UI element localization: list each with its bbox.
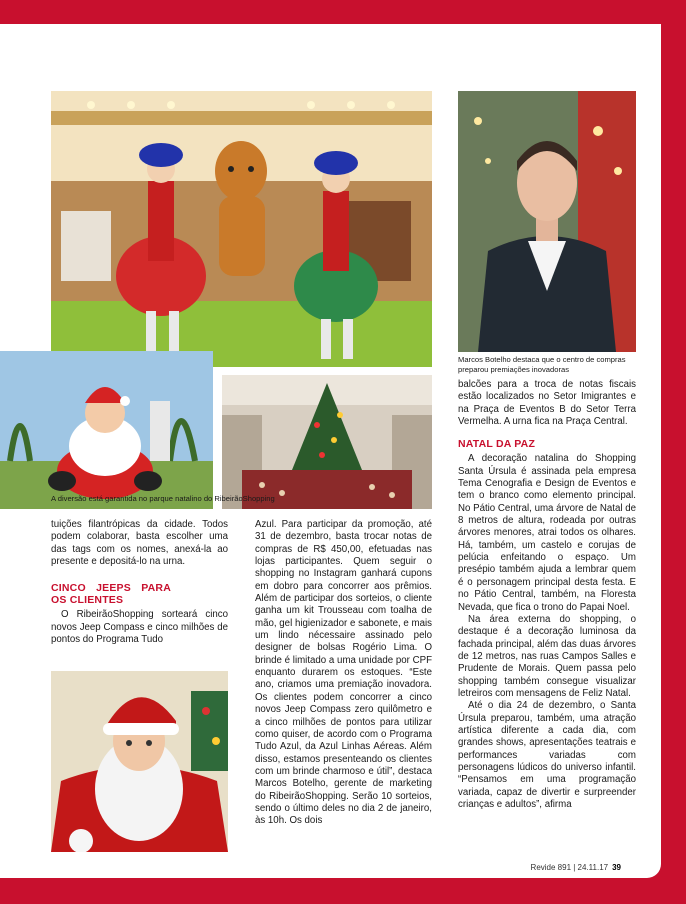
- page-footer: [531, 863, 621, 872]
- footer-issue: Revide 891 | 24.11.17: [530, 863, 609, 872]
- photo-inflatable-santa: [0, 351, 213, 509]
- caption-marcos-botelho: Marcos Botelho destaca que o centro de compras preparou premiações inovadoras: [458, 355, 626, 374]
- col2-paragraph-1: Azul. Para participar da promoção, até 31 de dezembro, basta trocar notas de compras de R$ 450,00, efetuadas nas lojas participantes. Quem seguir o shopping no Instagram ganhará cupons em dobro para concorrer aos prêmios. Além de participar dos sorteios, o cliente ganha um kit Trousseau com toalha de mão, gel higienizador e sabonete, e mais um lindo nécessaire assinado pelo designer de bolsas Rogério Lima. O brinde é limitado a uma unidade por CPF enquanto durarem os estoques. “Este ano, criamos uma premiação inovadora. Os clientes podem concorrer a cinco novos Jeep Compass zero quilômetro e a cinco milhões de pontos para utilizar como quiser, de acordo com o Programa Tudo Azul, da Azul Linhas Aéreas. Além disso, estamos presenteando os clientes com um brinde charmoso e útil”, destaca Marcos Botelho, gerente de marketing do RibeirãoShopping. Serão 10 sorteios, sendo o último deles no dia 2 de janeiro, às 10h. Os dois: [255, 519, 432, 827]
- col3-paragraph-4: Até o dia 24 de dezembro, o Santa Úrsula preparou, também, uma atração artística diferente a cada dia, com grandes shows, apresentações teatrais e performances variadas com personagens lúdicos do universo infantil. “Pensamos em uma programação variada, capaz de divertir e surpreender crianças e adultos”, afirma: [458, 700, 636, 810]
- magazine-page: [0, 24, 661, 878]
- photo-marcos-botelho: [458, 91, 636, 352]
- text-column-3: [458, 379, 636, 811]
- caption-parque-natalino: A diversão está garantida no parque natalino do RibeirãoShopping: [51, 494, 275, 503]
- photo-santa-claus: [51, 671, 228, 852]
- col3-paragraph-2: A decoração natalina do Shopping Santa Úrsula é assinada pela empresa Tema Cenografia e Design de Eventos e tem o branco como elemento principal. No Pátio Central, uma árvore de Natal de 8 metros de altura, rodeada por outras árvores menores, atrai todos os olhares. Há, também, um castelo e corujas de pelúcia enfeitando o espaço. Um presépio também ajuda a lembrar quem é o personagem principal desta festa. E no Pátio Central, também, na Floresta Nevada, que fica o trono do Papai Noel.: [458, 453, 636, 613]
- photo-atrium-tree: [222, 375, 432, 509]
- page-number: 39: [612, 863, 621, 872]
- col3-paragraph-3: Na área externa do shopping, o destaque é a decoração luminosa da fachada principal, além das duas árvores de 12 metros, nas ruas Campos Salles e Prudente de Morais. Quem passa pelo shopping também consegue visualizar letreiros com mensagens de Feliz Natal.: [458, 613, 636, 699]
- photo-carousel-performers: [51, 91, 432, 367]
- col1-paragraph-1: tuições filantrópicas da cidade. Todos podem colaborar, basta escolher uma das tags com os nomes, anexá-la ao presente e depositá-lo na urna.: [51, 519, 228, 568]
- heading-natal-da-paz: NATAL DA PAZ: [458, 438, 536, 451]
- text-column-2: [255, 519, 432, 828]
- text-column-1: [51, 519, 228, 646]
- col3-paragraph-1: balcões para a troca de notas fiscais estão localizados no Setor Imigrantes e na Praça de Eventos B do Setor Terra Vermelha. A urna fica na Praça Central.: [458, 379, 636, 428]
- col1-paragraph-2: O RibeirãoShopping sorteará cinco novos Jeep Compass e cinco milhões de pontos do Programa Tudo: [51, 609, 228, 646]
- heading-cinco-jeeps: CINCO JEEPS PARA OS CLIENTES: [51, 582, 171, 607]
